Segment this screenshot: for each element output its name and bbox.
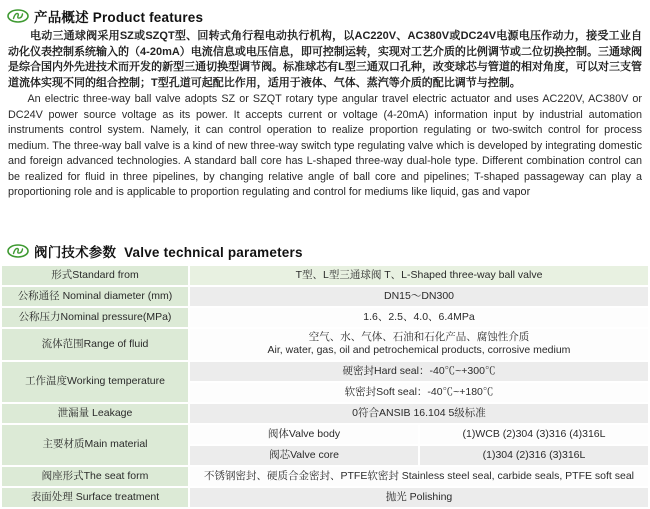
technical-parameters-table xyxy=(0,264,650,509)
row-value-cell: 硬密封Hard seal：-40℃~+300℃ xyxy=(190,362,648,381)
table-row xyxy=(2,467,648,486)
table-row xyxy=(2,488,648,507)
fluid-range-en: Air, water, gas, oil and petrochemical products, corrosive medium xyxy=(267,344,571,356)
row-label-cell: 流体范围Range of fluid xyxy=(2,329,188,360)
row-label-cell: 阀座形式The seat form xyxy=(2,467,188,486)
row-label-cell: 表面处理 Surface treatment xyxy=(2,488,188,507)
row-label-cell: 主要材质Main material xyxy=(2,425,188,465)
row-label-cell: 公称压力Nominal pressure(MPa) xyxy=(2,308,188,327)
section-title-technical-parameters: 阀门技术参数 Valve technical parameters xyxy=(34,244,303,260)
table-row xyxy=(2,362,648,381)
row-label-cell: 形式Standard from xyxy=(2,266,188,285)
row-value-cell: 0符合ANSIB 16.104 5级标准 xyxy=(190,404,648,423)
row-value-cell: (1)WCB (2)304 (3)316 (4)316L xyxy=(420,425,648,444)
features-paragraph-zh: 电动三通球阀采用SZ或SZQT型、回转式角行程电动执行机构，以AC220V、AC380V或DC24V电源电压作动力，接受工业自动化仪表控制系统输入的（4-20mA）电流信息或电压信息，即可控制运转，实现对工艺介质的比例调节或二位切换控制。三通球阀是综合国内外先进技术而开发的新型三通切换型调节阀。标准球芯有L型三通双口孔种，改变球芯与管道的相对角度，可以对三支管道流体实现不同的组合控制；T型孔道可起配比作用，适用于液体、气体、蒸汽等介质的配比调节与控制。 xyxy=(8,30,642,89)
section-title-product-features: 产品概述 Product features xyxy=(34,10,204,25)
features-paragraph-en: An electric three-way ball valve adopts SZ or SZQT rotary type angular travel electric actuator and uses AC220V, AC380V or DC24V power source voltage as its power. It accepts current or voltage (4-20mA) information input by industrial automation instruments control system. Namely, it can control operation to realize proportion regulating or two-switch control for process medium. The three-way ball valve is a kind of new three-way switch type regulating valve which is developed by integrating domestic and foreign advanced technologies. A standard ball core has L-shaped three-way dual-hole type. Different combination control can be realized for fluid in three pipelines, by changing relative angle of ball core and pipelines; T-shaped passageway can play a proportioning role and is applicable to proportion regulating and control for mediums like liquid, gas and vapor xyxy=(8,93,642,198)
table-row xyxy=(2,425,648,444)
row-value-cell xyxy=(190,329,648,360)
row-value-cell: 抛光 Polishing xyxy=(190,488,648,507)
fluid-range-zh: 空气、水、气体、石油和石化产品、腐蚀性介质 xyxy=(308,331,530,343)
row-label-cell: 公称通径 Nominal diameter (mm) xyxy=(2,287,188,306)
row-value-cell: DN15～DN300 xyxy=(190,287,648,306)
table-row xyxy=(2,404,648,423)
section-gap xyxy=(0,201,650,241)
row-value-cell: 软密封Soft seal：-40℃~+180℃ xyxy=(190,383,648,402)
row-value-cell: 1.6、2.5、4.0、6.4MPa xyxy=(190,308,648,327)
product-features-body xyxy=(0,26,650,201)
brand-logo-icon xyxy=(7,244,29,258)
row-subitem-cell: 阀芯Valve core xyxy=(190,446,418,465)
table-row xyxy=(2,266,648,285)
product-features-header xyxy=(0,6,650,26)
brand-logo-icon xyxy=(7,9,29,23)
row-value-cell: 不锈钢密封、硬质合金密封、PTFE软密封 Stainless steel seal, carbide seals, PTFE soft seal xyxy=(190,467,648,486)
row-value-cell: T型、L型三通球阀 T、L-Shaped three-way ball valve xyxy=(190,266,648,285)
technical-parameters-header xyxy=(0,241,650,261)
row-value-cell: (1)304 (2)316 (3)316L xyxy=(420,446,648,465)
row-label-cell: 泄漏量 Leakage xyxy=(2,404,188,423)
row-subitem-cell: 阀体Valve body xyxy=(190,425,418,444)
row-label-cell: 工作温度Working temperature xyxy=(2,362,188,402)
table-row xyxy=(2,308,648,327)
table-row xyxy=(2,287,648,306)
table-row xyxy=(2,329,648,360)
